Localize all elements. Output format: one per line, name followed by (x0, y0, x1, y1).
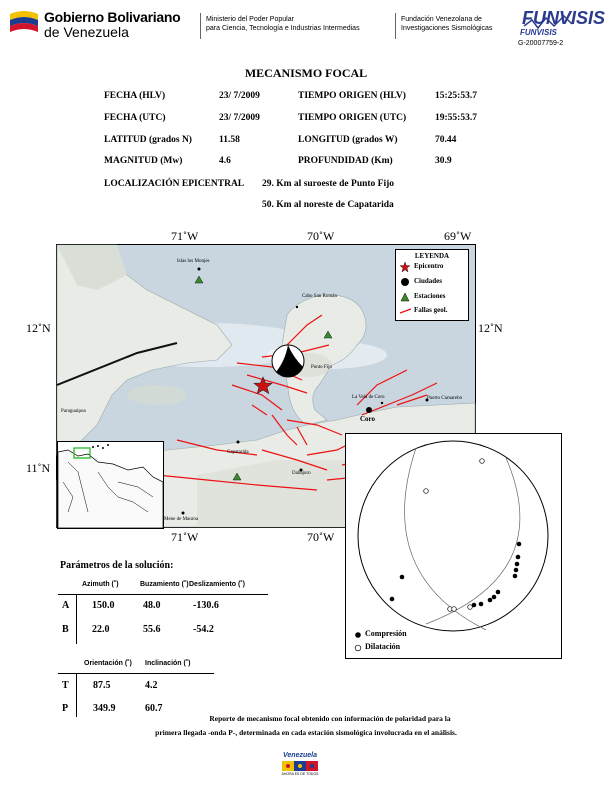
fecha-hlv-value: 23/ 7/2009 (219, 91, 260, 101)
solution-title: Parámetros de la solución: (60, 560, 174, 571)
magnitud-value: 4.6 (219, 156, 231, 166)
plane-a-buzamiento: 48.0 (143, 600, 161, 611)
axes-header-orientacion: Orientación (˚) (84, 660, 132, 667)
legend-star-icon (400, 262, 410, 272)
legend-city-icon (400, 277, 410, 287)
axes-table-hline (58, 673, 214, 674)
label-paraguaipoa: Paraguaipoa (61, 409, 86, 414)
compression-points (390, 542, 522, 608)
localizacion-line2: 50. Km al noreste de Capatarida (262, 200, 394, 210)
gob-line1: Gobierno Bolivariano (44, 9, 181, 25)
legend-fault-icon (399, 307, 412, 315)
planes-table-hline (58, 594, 268, 595)
lat-label-right-12: 12˚N (478, 321, 503, 335)
axes-header-inclinacion: Inclinación (˚) (145, 660, 191, 667)
label-coro: Coro (360, 415, 376, 423)
plane-b-deslizamiento: -54.2 (193, 624, 214, 635)
label-vela: La Vela de Coro (352, 395, 385, 400)
venezuela-flag-icon (8, 8, 40, 34)
label-dabajuro: Dabajuro (292, 471, 311, 476)
inset-map-svg (58, 442, 163, 528)
label-mene: Mene de Mauroa (164, 517, 199, 522)
legend-ciudades: Ciudades (414, 277, 443, 285)
compression-label: Compresión (365, 629, 407, 638)
fundacion-line1: Fundación Venezolana de (401, 16, 482, 23)
footer-logo-text: Venezuela (283, 752, 317, 759)
legend-epicentro: Epicentro (414, 262, 444, 270)
planes-table-vline (76, 594, 77, 644)
header (0, 0, 612, 52)
longitud-label: LONGITUD (grados W) (298, 135, 398, 145)
plane-a-deslizamiento: -130.6 (193, 600, 219, 611)
localizacion-label: LOCALIZACIÓN EPICENTRAL (104, 179, 245, 189)
lon-label-top-69: 69˚W (444, 229, 472, 243)
footer-logo-stars-icon (282, 761, 318, 771)
label-cabo: Cabo San Román (302, 294, 337, 299)
longitud-value: 70.44 (435, 135, 457, 145)
funvisis-word: FUNVISIS (520, 28, 557, 37)
plane-a-azimuth: 150.0 (92, 600, 115, 611)
nodal-plane-b (426, 458, 520, 624)
fecha-utc-value: 23/ 7/2009 (219, 113, 260, 123)
dilatation-legend-icon (355, 645, 361, 651)
header-divider-2 (395, 13, 396, 39)
header-divider-1 (200, 13, 201, 39)
tiempo-utc-label: TIEMPO ORIGEN (UTC) (298, 113, 407, 123)
stereonet-panel (345, 433, 562, 659)
tiempo-hlv-label: TIEMPO ORIGEN (HLV) (298, 91, 406, 101)
footer-note-line2: primera llegada -onda P-, determinada en cada estación sismológica involucrada en el análisis. (155, 728, 457, 737)
plane-b-buzamiento: 55.6 (143, 624, 161, 635)
rif-number: G-20007759-2 (518, 40, 564, 47)
lat-label-left-11: 11˚N (26, 461, 51, 475)
label-capatarida: Capatarida (227, 450, 249, 455)
lon-label-bottom-70: 70˚W (307, 530, 335, 544)
magnitud-label: MAGNITUD (Mw) (104, 156, 183, 166)
footer-logo-sub: AHORA ES DE TODOS (281, 772, 319, 776)
venezuela-footer-logo (276, 752, 324, 778)
axis-p-orientacion: 349.9 (93, 703, 116, 714)
gob-line2: de Venezuela (44, 24, 129, 40)
axes-table-vline (76, 673, 77, 717)
dilatation-points (424, 459, 485, 612)
dilatation-label: Dilatación (365, 642, 401, 651)
label-monjes: Islas los Monjes (177, 259, 210, 264)
nodal-plane-a (405, 448, 486, 630)
tiempo-utc-value: 19:55:53.7 (435, 113, 477, 123)
compression-legend-icon (355, 632, 361, 638)
lon-label-bottom-71: 71˚W (171, 530, 199, 544)
axis-p-id: P (62, 703, 69, 714)
ministry-line1: Ministerio del Poder Popular (206, 16, 294, 23)
legend-fallas: Fallas geol. (414, 306, 448, 314)
beachball-icon (272, 345, 305, 377)
latitud-value: 11.58 (219, 135, 240, 145)
planes-header-deslizamiento: Deslizamiento (˚) (189, 581, 246, 588)
planes-header-buzamiento: Buzamiento (˚) (140, 581, 189, 588)
fecha-utc-label: FECHA (UTC) (104, 113, 166, 123)
footer-note-line1: Reporte de mecanismo focal obtenido con información de polaridad para la (209, 714, 451, 723)
axis-t-orientacion: 87.5 (93, 680, 111, 691)
tiempo-hlv-value: 15:25:53.7 (435, 91, 477, 101)
planes-header-azimuth: Azimuth (˚) (82, 581, 119, 588)
plane-b-id: B (62, 624, 69, 635)
profundidad-value: 30.9 (435, 156, 452, 166)
axis-p-inclinacion: 60.7 (145, 703, 163, 714)
lon-label-top-71: 71˚W (171, 229, 199, 243)
axis-t-inclinacion: 4.2 (145, 680, 158, 691)
label-cumarebo: Puerto Cumarebo (427, 396, 463, 401)
fecha-hlv-label: FECHA (HLV) (104, 91, 166, 101)
stereonet-svg (346, 434, 561, 658)
label-puntofijo: Punto Fijo (311, 365, 332, 370)
latitud-label: LATITUD (grados N) (104, 135, 192, 145)
legend-station-icon (400, 292, 410, 302)
report-title: MECANISMO FOCAL (244, 66, 368, 80)
profundidad-label: PROFUNDIDAD (Km) (298, 156, 393, 166)
localizacion-line1: 29. Km al suroeste de Punto Fijo (262, 179, 395, 189)
plane-b-azimuth: 22.0 (92, 624, 110, 635)
stereonet-circle (358, 441, 548, 631)
funvisis-logo-text: FUNVISIS (522, 8, 606, 28)
legend-title: LEYENDA (414, 252, 450, 260)
map-legend (395, 249, 469, 321)
legend-estaciones: Estaciones (414, 292, 446, 300)
fundacion-line2: Investigaciones Sismológicas (401, 25, 493, 32)
inset-map (57, 441, 164, 529)
lon-label-top-70: 70˚W (307, 229, 335, 243)
plane-a-id: A (62, 600, 70, 611)
ministry-line2: para Ciencia, Tecnología e Industrias Intermedias (206, 25, 360, 32)
lat-label-left-12: 12˚N (26, 321, 51, 335)
axis-t-id: T (62, 680, 69, 691)
